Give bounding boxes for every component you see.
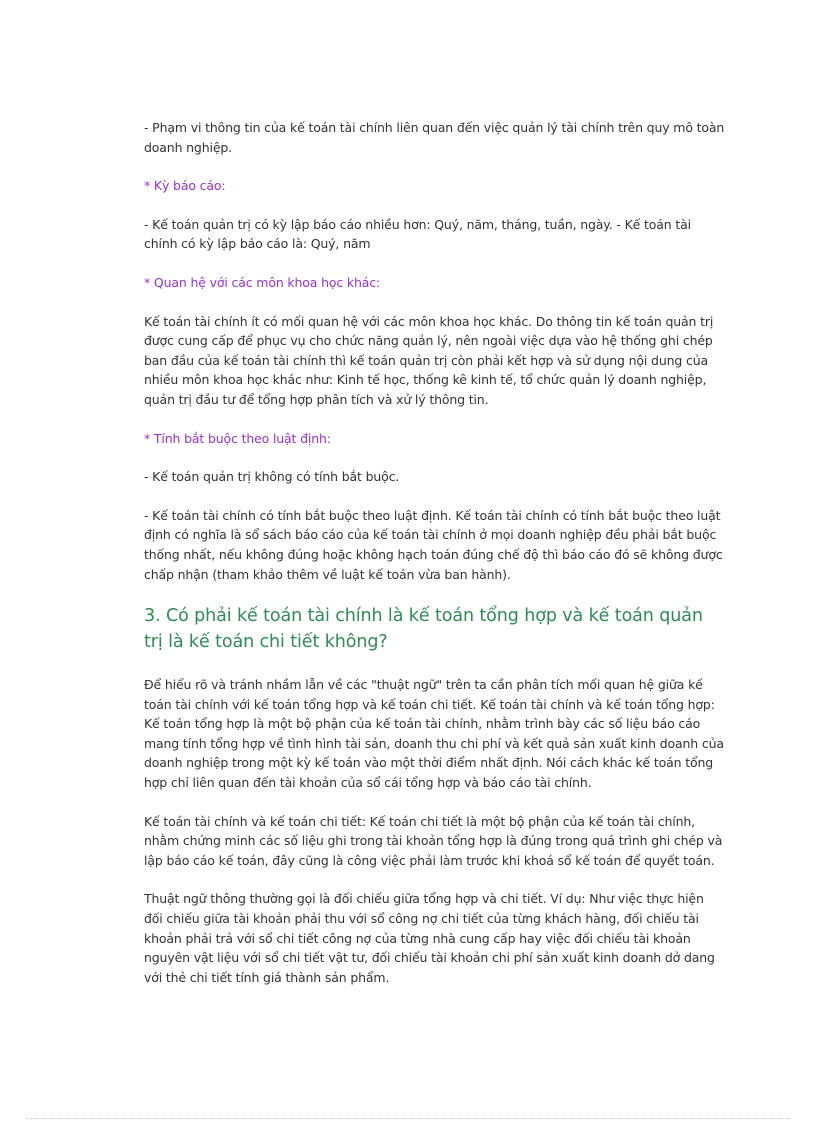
page-bottom-divider: [26, 1118, 790, 1119]
paragraph-detail-accounting: Kế toán tài chính và kế toán chi tiết: Kế toán chi tiết là một bộ phận của kế toán tài chính, nhằm chứng minh các số liệu ghi trong tài khoản tổng hợp là đúng trong quá trình ghi chép và lập báo cáo kế toán, đây cũng là công việc phải làm trước khi khoá sổ kế toán để quyết toán.: [144, 813, 723, 868]
paragraph-mandatory-financial: - Kế toán tài chính có tính bắt buộc theo luật định. Kế toán tài chính có tính bắt buộc theo luật định có nghĩa là sổ sách báo cáo của kế toán tài chính ở mọi doanh nghiệp đều phải bắt buộc thống nhất, nếu không đúng hoặc không hạch toán đúng chế độ thì báo cáo đó sẽ không được chấp nhận (tham khảo thêm về luật kế toán vừa ban hành).: [144, 507, 723, 582]
subheading-report-period: * Kỳ báo cáo:: [144, 178, 226, 194]
subheading-relations: * Quan hệ với các môn khoa học khác:: [144, 274, 381, 290]
paragraph-mandatory-management: - Kế toán quản trị không có tính bắt buộc.: [144, 469, 400, 485]
paragraph-reconciliation: Thuật ngữ thông thường gọi là đối chiếu giữa tổng hợp và chi tiết. Ví dụ: Như việc thực hiện đối chiếu giữa tài khoản phải thu với sổ công nợ chi tiết của từng khách hàng, đối chiếu tài khoản phải trả với sổ chi tiết công nợ của từng nhà cung cấp hay việc đối chiếu tài khoản nguyên vật liệu với sổ chi tiết vật tư, đối chiếu tài khoản chi phí sản xuất kinh doanh dở dang với thẻ chi tiết tính giá thành sản phẩm.: [144, 891, 715, 985]
document-page: [144, 118, 726, 1006]
paragraph-scope: - Phạm vi thông tin của kế toán tài chính liên quan đến việc quản lý tài chính trên quy mô toàn doanh nghiệp.: [144, 120, 725, 155]
subheading-mandatory: * Tính bắt buộc theo luật định:: [144, 430, 331, 446]
paragraph-overview: Để hiểu rõ và tránh nhầm lẫn về các "thuật ngữ" trên ta cần phân tích mối quan hệ giữa kế toán tài chính với kế toán tổng hợp và kế toán chi tiết. Kế toán tài chính và kế toán tổng hợp: Kế toán tổng hợp là một bộ phận của kế toán tài chính, nhằm trình bày các số liệu báo cáo mang tính tổng hợp về tình hình tài sản, doanh thu chi phí và kết quả sản xuất kinh doanh của doanh nghiệp trong một kỳ kế toán vào một thời điểm nhất định. Nói cách khác kế toán tổng hợp chỉ liên quan đến tài khoản của sổ cái tổng hợp và báo cáo tài chính.: [144, 677, 724, 791]
section-heading-3: 3. Có phải kế toán tài chính là kế toán tổng hợp và kế toán quản trị là kế toán chi tiết không?: [144, 606, 703, 653]
paragraph-relations: Kế toán tài chính ít có mối quan hệ với các môn khoa học khác. Do thông tin kế toán quản trị được cung cấp để phục vụ cho chức năng quản lý, nên ngoài việc dựa vào hệ thống ghi chép ban đầu của kế toán tài chính thì kế toán quản trị còn phải kết hợp và sử dụng nội dung của nhiều môn khoa học khác như: Kinh tế học, thống kê kinh tế, tổ chức quản lý doanh nghiệp, quản trị đầu tư để tổng hợp phân tích và xử lý thông tin.: [144, 313, 714, 407]
paragraph-report-period: - Kế toán quản trị có kỳ lập báo cáo nhiều hơn: Quý, năm, tháng, tuần, ngày. - Kế toán tài chính có kỳ lập báo cáo là: Quý, năm: [144, 216, 691, 252]
